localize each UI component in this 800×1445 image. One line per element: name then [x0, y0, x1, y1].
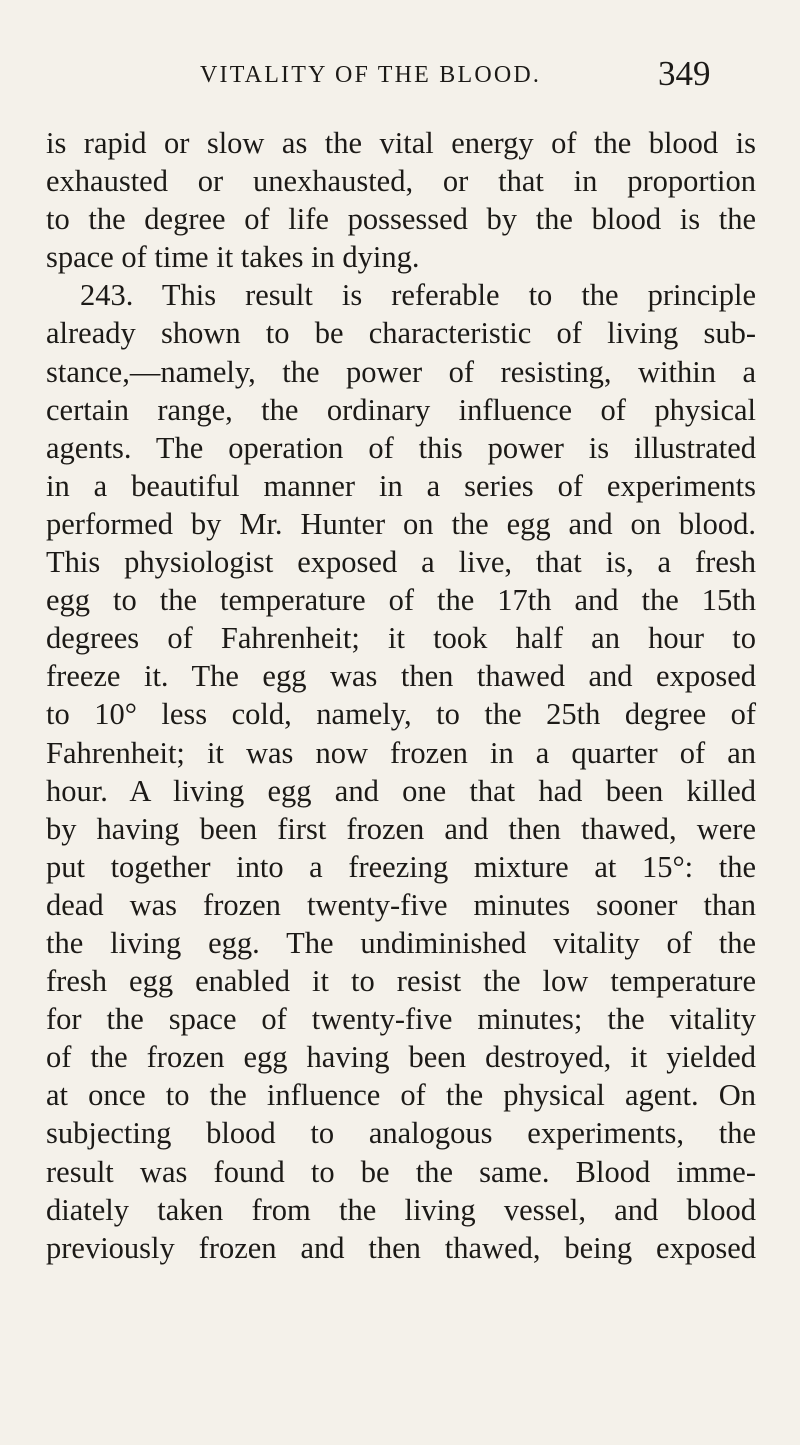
text-line: already shown to be characteristic of living sub- [46, 316, 756, 351]
text-line: in a beautiful manner in a series of experiments [46, 468, 756, 503]
text-line: freeze it. The egg was then thawed and exposed [46, 659, 756, 694]
page-number: 349 [658, 54, 711, 93]
text-line: dead was frozen twenty-five minutes sooner than [46, 887, 756, 922]
running-head [0, 54, 800, 94]
text-line: hour. A living egg and one that had been killed [46, 773, 756, 808]
text-line: diately taken from the living vessel, and blood [46, 1192, 756, 1227]
text-line: result was found to be the same. Blood imme- [46, 1154, 756, 1189]
text-line: fresh egg enabled it to resist the low temperature [46, 964, 756, 999]
text-line: Fahrenheit; it was now frozen in a quarter of an [46, 735, 756, 770]
text-line: put together into a freezing mixture at 15°: the [46, 849, 756, 884]
text-line: to the degree of life possessed by the blood is the [46, 202, 756, 237]
text-line: is rapid or slow as the vital energy of the blood is [46, 126, 756, 160]
body-text [46, 124, 756, 1267]
text-line: of the frozen egg having been destroyed, it yielded [46, 1040, 756, 1075]
text-line: at once to the influence of the physical agent. On [46, 1078, 756, 1113]
running-title: VITALITY OF THE BLOOD. [200, 62, 542, 88]
text-line: previously frozen and then thawed, being exposed [46, 1230, 756, 1265]
text-line: egg to the temperature of the 17th and the 15th [46, 583, 756, 618]
text-line: stance,—namely, the power of resisting, within a [46, 354, 756, 389]
text-line: subjecting blood to analogous experiments, the [46, 1116, 756, 1151]
text-line: the living egg. The undiminished vitality of the [46, 925, 756, 960]
text-line: degrees of Fahrenheit; it took half an hour to [46, 621, 756, 656]
text-line: performed by Mr. Hunter on the egg and on blood. [46, 506, 756, 541]
text-line: space of time it takes in dying. [46, 240, 420, 275]
text-line: agents. The operation of this power is illustrated [46, 430, 756, 465]
text-line: This physiologist exposed a live, that is, a fresh [46, 545, 756, 580]
text-line: certain range, the ordinary influence of physical [46, 392, 756, 427]
text-line: exhausted or unexhausted, or that in proportion [46, 164, 756, 199]
text-line: for the space of twenty-five minutes; the vitality [46, 1002, 756, 1037]
text-line: 243. This result is referable to the principle [80, 278, 756, 313]
text-line: to 10° less cold, namely, to the 25th degree of [46, 697, 756, 732]
text-line: by having been first frozen and then thawed, were [46, 811, 756, 846]
